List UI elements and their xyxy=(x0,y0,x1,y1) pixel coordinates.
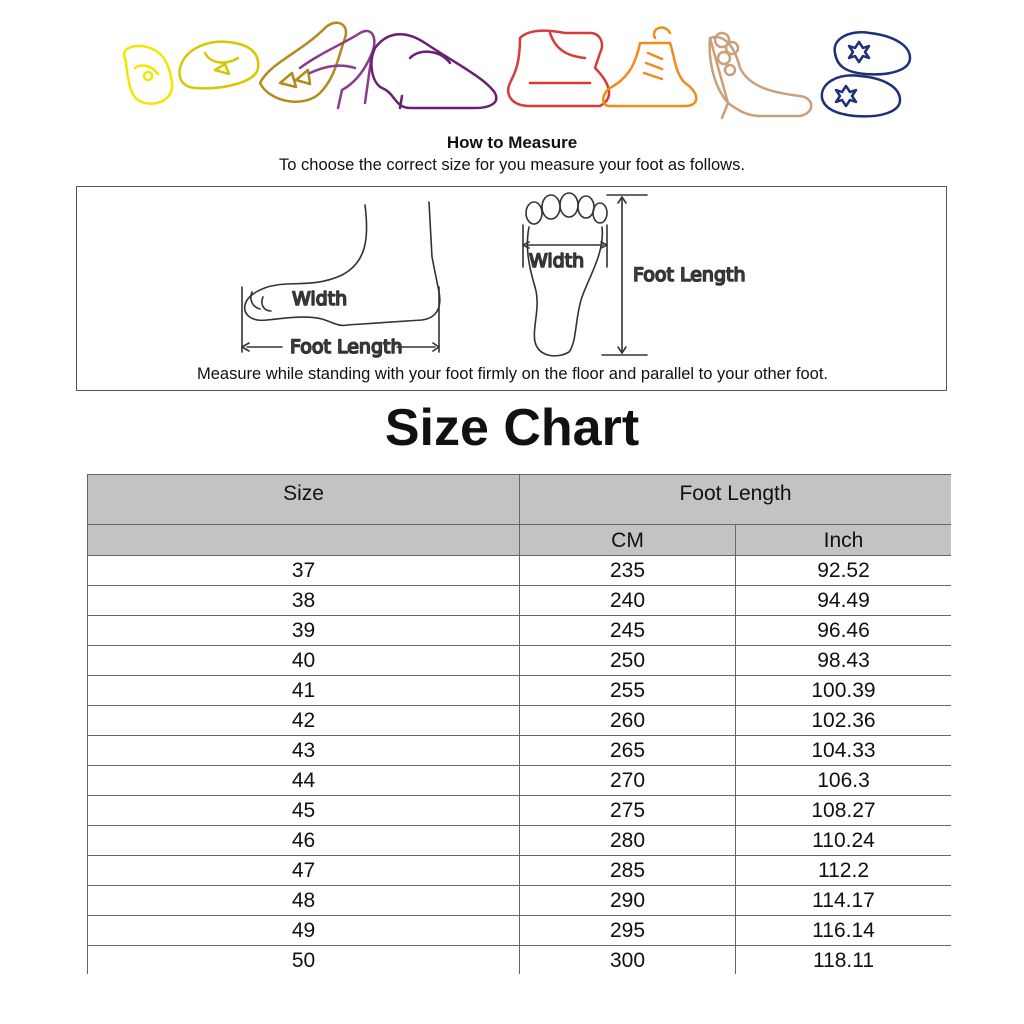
size-chart-title: Size Chart xyxy=(384,399,640,457)
cm-cell: 235 xyxy=(520,556,736,586)
inch-cell: 94.49 xyxy=(736,586,952,616)
ankle-boot-icon xyxy=(508,31,609,106)
inch-cell: 106.3 xyxy=(736,766,952,796)
high-heel-icon xyxy=(300,31,374,108)
size-chart-table xyxy=(87,474,951,974)
table-row xyxy=(88,856,952,886)
inch-cell: 98.43 xyxy=(736,646,952,676)
cm-cell: 285 xyxy=(520,856,736,886)
size-cell: 44 xyxy=(88,766,520,796)
baby-shoe-icon xyxy=(124,46,172,104)
table-row xyxy=(88,736,952,766)
inch-cell: 102.36 xyxy=(736,706,952,736)
inch-cell: 92.52 xyxy=(736,556,952,586)
inch-cell: 108.27 xyxy=(736,796,952,826)
size-cell: 42 xyxy=(88,706,520,736)
inch-cell: 112.2 xyxy=(736,856,952,886)
cm-cell: 245 xyxy=(520,616,736,646)
size-cell: 43 xyxy=(88,736,520,766)
how-to-measure-title: How to Measure xyxy=(446,133,578,152)
table-subheader-row xyxy=(88,525,952,556)
mary-jane-shoe-icon xyxy=(180,42,259,89)
size-cell: 47 xyxy=(88,856,520,886)
shoe-illustration-strip xyxy=(110,8,920,128)
size-cell: 45 xyxy=(88,796,520,826)
side-width-label: Width xyxy=(292,288,348,310)
cm-cell: 295 xyxy=(520,916,736,946)
table-row xyxy=(88,706,952,736)
table-row xyxy=(88,886,952,916)
cm-cell: 280 xyxy=(520,826,736,856)
table-row xyxy=(88,616,952,646)
foot-sole-view-illustration xyxy=(523,193,647,356)
table-row xyxy=(88,916,952,946)
table-row xyxy=(88,676,952,706)
slipper-icon xyxy=(822,32,910,116)
sole-width-label: Width xyxy=(529,250,585,272)
how-to-measure-subtitle: To choose the correct size for you measure your foot as follows. xyxy=(279,156,745,174)
cm-cell: 240 xyxy=(520,586,736,616)
size-cell: 40 xyxy=(88,646,520,676)
sole-foot-length-label: Foot Length xyxy=(633,264,746,286)
size-cell: 48 xyxy=(88,886,520,916)
loafer-icon xyxy=(371,34,496,108)
size-cell: 46 xyxy=(88,826,520,856)
inch-cell: 110.24 xyxy=(736,826,952,856)
header-inch: Inch xyxy=(736,525,952,556)
table-row xyxy=(88,796,952,826)
cm-cell: 275 xyxy=(520,796,736,826)
inch-cell: 100.39 xyxy=(736,676,952,706)
size-cell: 41 xyxy=(88,676,520,706)
cm-cell: 300 xyxy=(520,946,736,975)
header-foot-length: Foot Length xyxy=(520,475,952,525)
table-row xyxy=(88,826,952,856)
side-foot-length-label: Foot Length xyxy=(290,336,403,358)
inch-cell: 96.46 xyxy=(736,616,952,646)
flower-heel-icon xyxy=(710,33,812,118)
header-size-blank xyxy=(88,525,520,556)
foot-side-view-illustration xyxy=(242,202,440,352)
size-cell: 38 xyxy=(88,586,520,616)
inch-cell: 104.33 xyxy=(736,736,952,766)
inch-cell: 116.14 xyxy=(736,916,952,946)
table-row xyxy=(88,556,952,586)
size-cell: 49 xyxy=(88,916,520,946)
measure-note: Measure while standing with your foot firmly on the floor and parallel to your other foot. xyxy=(197,365,828,383)
table-row xyxy=(88,946,952,975)
table-row xyxy=(88,586,952,616)
lace-up-boot-icon xyxy=(603,28,696,106)
header-cm: CM xyxy=(520,525,736,556)
header-size: Size xyxy=(88,475,520,525)
inch-cell: 118.11 xyxy=(736,946,952,975)
cm-cell: 290 xyxy=(520,886,736,916)
table-row xyxy=(88,766,952,796)
cm-cell: 270 xyxy=(520,766,736,796)
cm-cell: 250 xyxy=(520,646,736,676)
table-header-row xyxy=(88,475,952,525)
inch-cell: 114.17 xyxy=(736,886,952,916)
cm-cell: 255 xyxy=(520,676,736,706)
table-row xyxy=(88,646,952,676)
size-cell: 37 xyxy=(88,556,520,586)
cm-cell: 260 xyxy=(520,706,736,736)
pump-with-bow-icon xyxy=(260,23,346,102)
size-cell: 50 xyxy=(88,946,520,975)
cm-cell: 265 xyxy=(520,736,736,766)
size-chart-table-container xyxy=(87,474,951,974)
size-cell: 39 xyxy=(88,616,520,646)
measure-instructions-box xyxy=(76,186,947,391)
